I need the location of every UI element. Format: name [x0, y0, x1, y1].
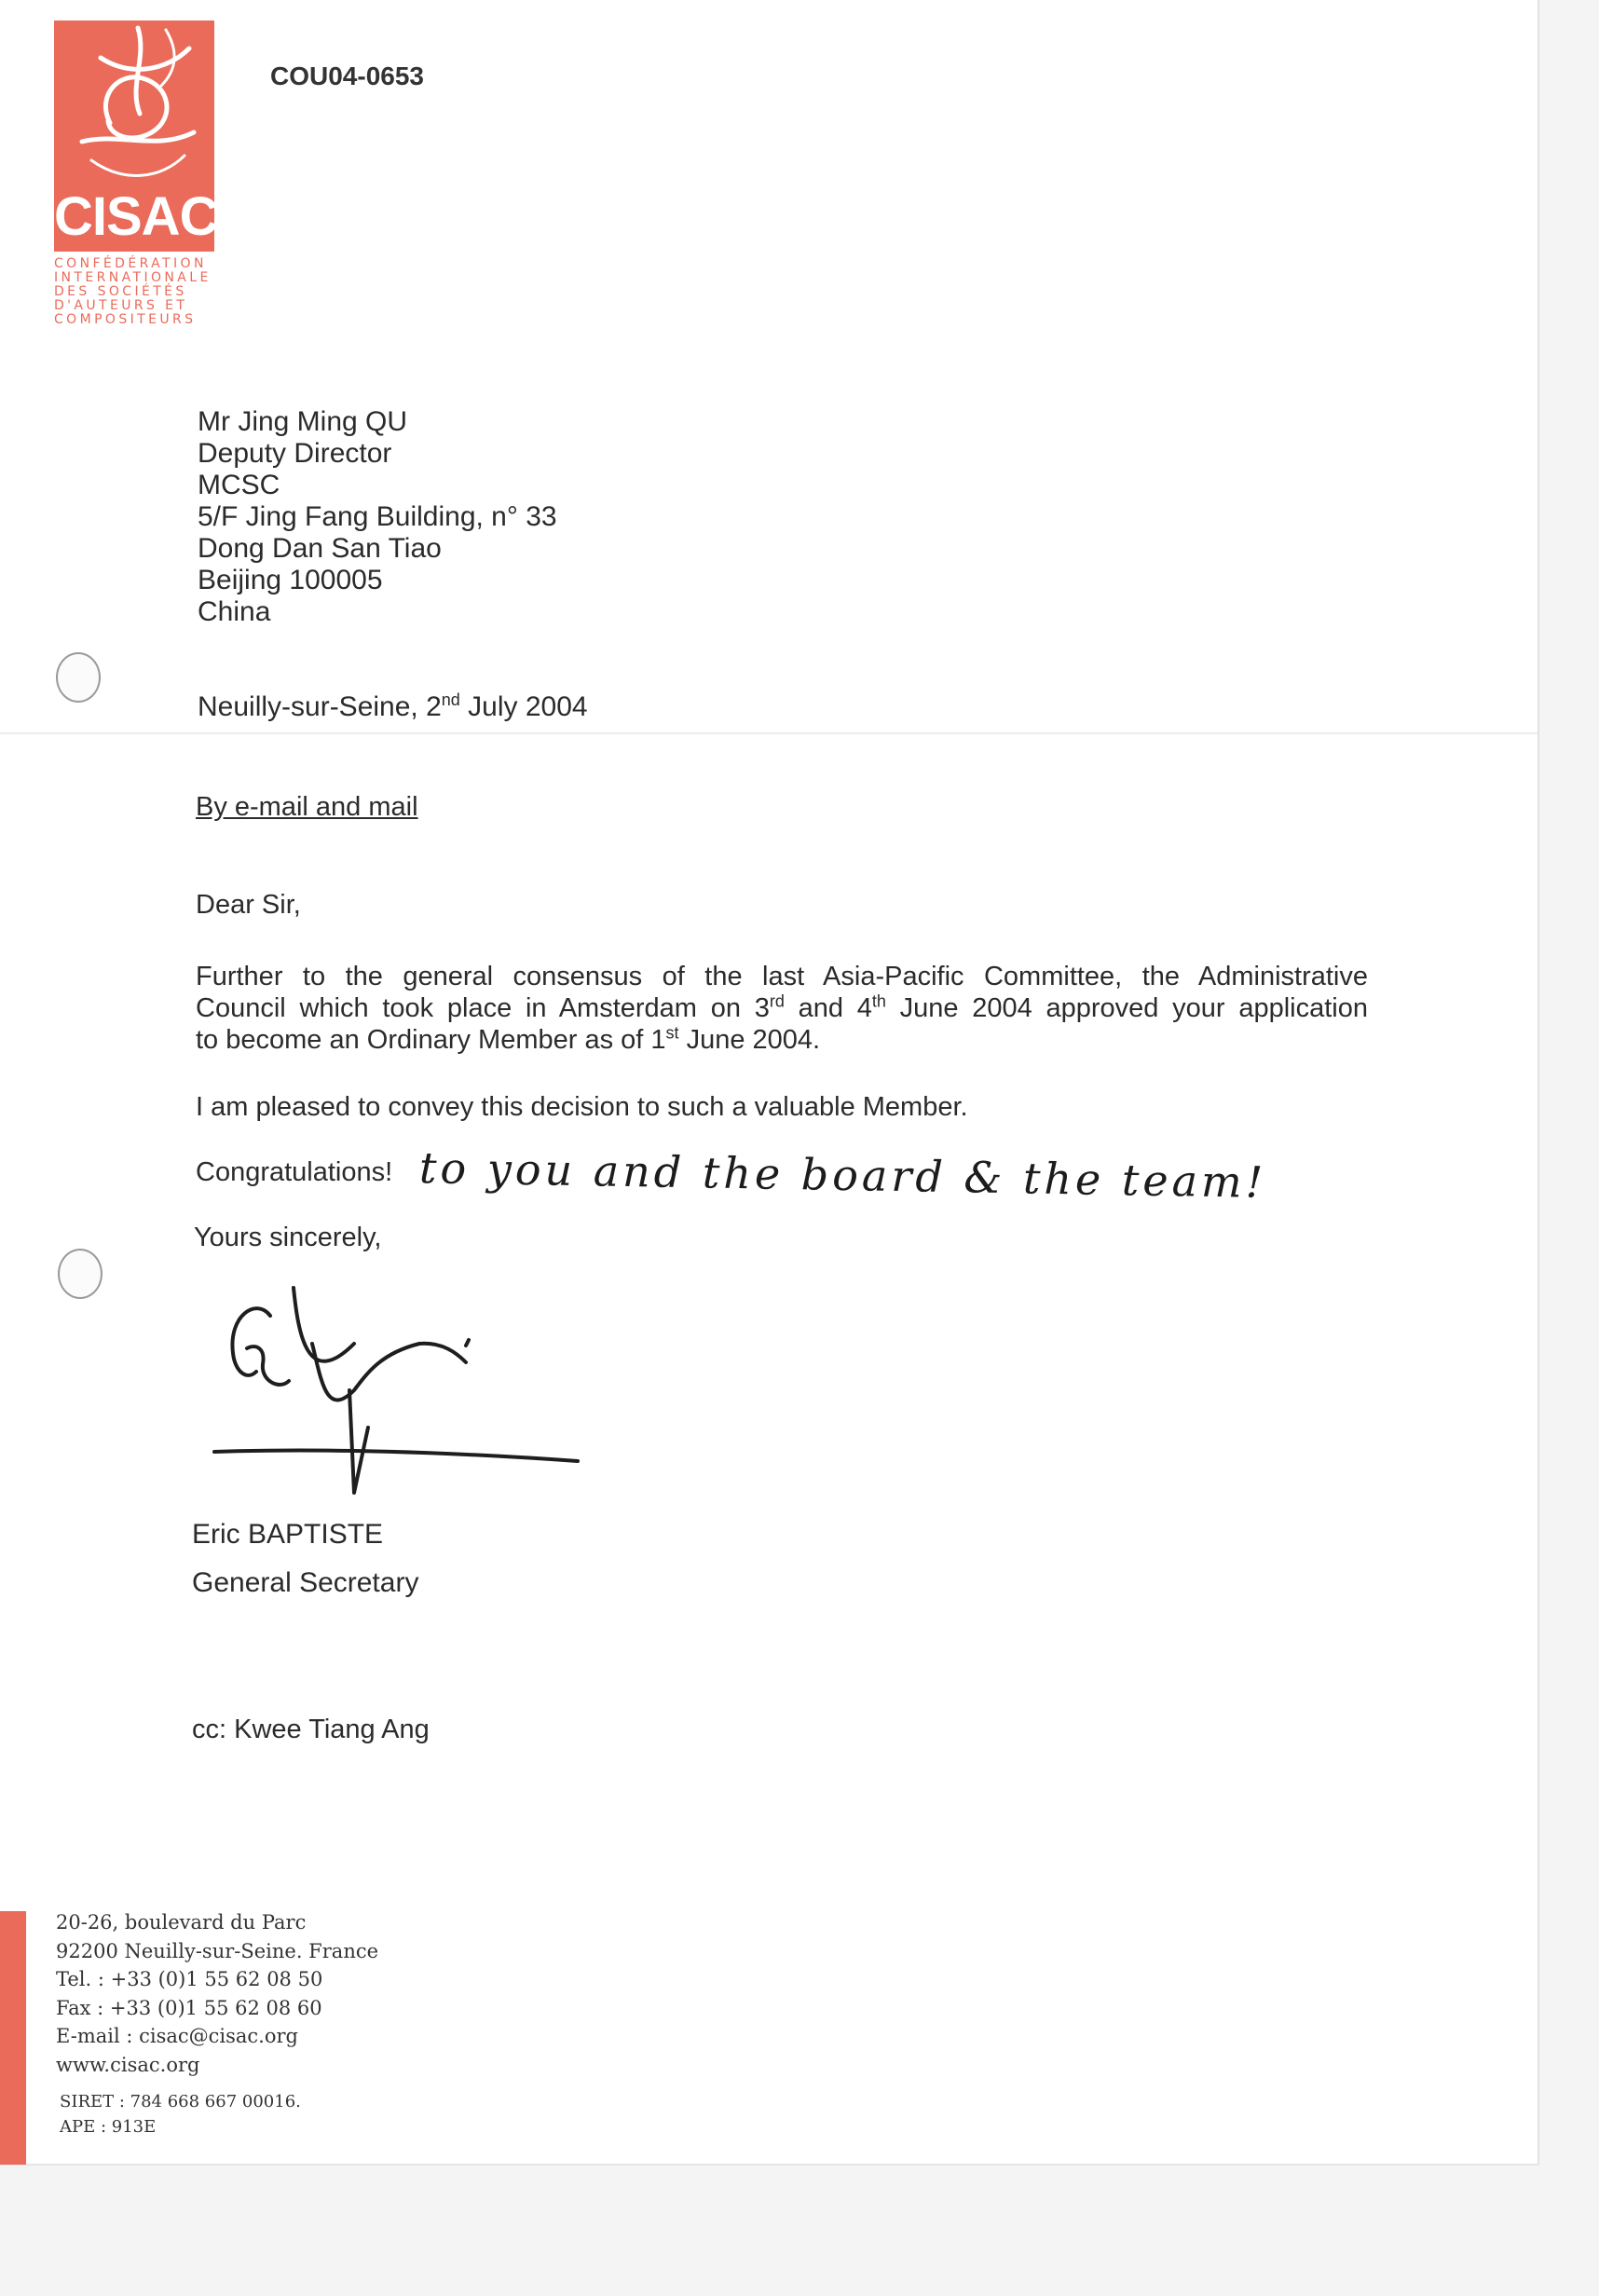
punch-hole	[58, 1249, 102, 1299]
address-line: Beijing 100005	[198, 565, 383, 595]
carbon-copy: cc: Kwee Tiang Ang	[192, 1715, 430, 1744]
footer-email: E-mail : cisac@cisac.org	[56, 2025, 298, 2047]
body-paragraph-2: I am pleased to convey this decision to such a valuable Member.	[196, 1092, 968, 1122]
reference-number: COU04-0653	[270, 62, 424, 90]
salutation: Dear Sir,	[196, 890, 301, 920]
footer-address	[56, 1908, 378, 2079]
letter-date: Neuilly-sur-Seine, 2nd July 2004	[198, 690, 588, 722]
address-line: Mr Jing Ming QU	[198, 406, 408, 437]
address-line: Dong Dan San Tiao	[198, 533, 442, 564]
handwritten-note: to you and the board & the team!	[418, 1142, 1267, 1208]
footer-legal	[60, 2089, 301, 2139]
body-paragraph: Further to the general consensus of the last Asia-Pacific Committee, the Administrative Council which took place in Amsterdam on 3rd and 4th June 2004 approved your application to become an Ordinary Member as of 1st June 2004.	[196, 962, 1368, 1055]
footer-line: Fax : +33 (0)1 55 62 08 60	[56, 1996, 322, 2019]
footer-line: 92200 Neuilly-sur-Seine. France	[56, 1939, 379, 1962]
footer-website: www.cisac.org	[56, 2053, 200, 2076]
legal-line: APE : 913E	[60, 2117, 157, 2137]
logo-subtitle: CONFÉDÉRATION INTERNATIONALE DES SOCIÉTÉS D'AUTEURS ET COMPOSITEURS	[54, 256, 212, 327]
closing: Yours sincerely,	[194, 1223, 382, 1252]
address-line: Deputy Director	[198, 438, 392, 469]
signature-icon	[205, 1278, 596, 1511]
footer-accent-bar	[0, 1911, 26, 2165]
legal-line: SIRET : 784 668 667 00016.	[60, 2092, 301, 2112]
signer-title: General Secretary	[192, 1567, 419, 1598]
address-line: 5/F Jing Fang Building, n° 33	[198, 501, 557, 532]
congratulations-text: Congratulations!	[196, 1157, 393, 1187]
logo-emblem-icon	[54, 20, 214, 207]
punch-hole	[56, 652, 101, 703]
cisac-logo	[54, 20, 218, 252]
fold-line	[0, 732, 1538, 734]
delivery-method: By e-mail and mail	[196, 792, 418, 822]
address-line: China	[198, 596, 271, 627]
footer-line: Tel. : +33 (0)1 55 62 08 50	[56, 1968, 323, 1990]
footer-line: 20-26, boulevard du Parc	[56, 1911, 307, 1934]
signer-name: Eric BAPTISTE	[192, 1519, 384, 1550]
address-line: MCSC	[198, 470, 280, 500]
logo-wordmark: CISAC	[54, 186, 218, 247]
recipient-address	[198, 406, 557, 628]
